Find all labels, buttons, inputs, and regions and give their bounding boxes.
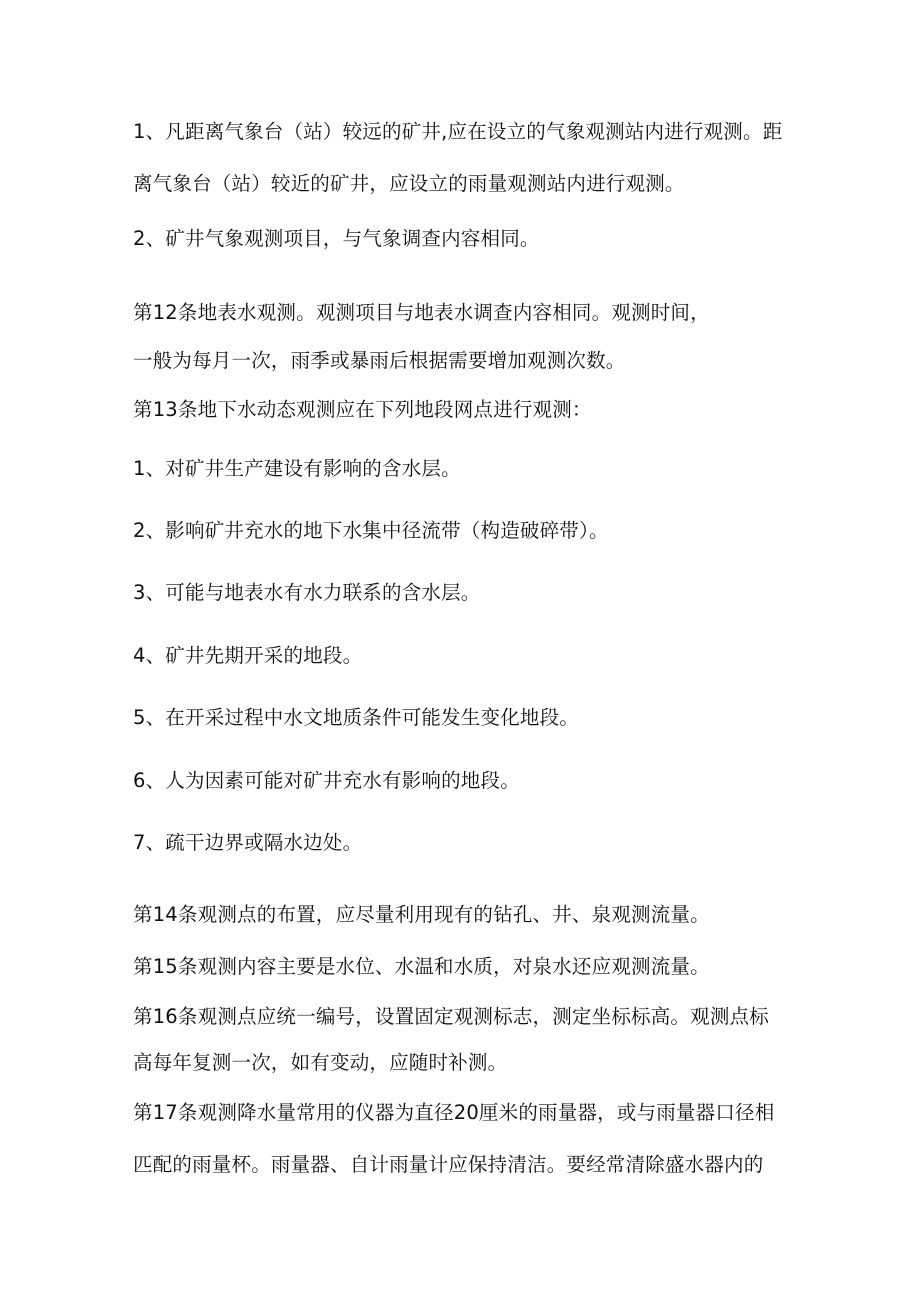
text-line: 7、疏干边界或隔水边处。 — [133, 831, 363, 854]
text-line: 3、可能与地表水有水力联系的含水层。 — [133, 581, 481, 604]
text-line: 2、影响矿井充水的地下水集中径流带（构造破碎带）。 — [133, 519, 609, 542]
text-line: 第12条地表水观测。观测项目与地表水调查内容相同。观测时间， — [133, 301, 710, 324]
text-line: 5、在开采过程中水文地质条件可能发生变化地段。 — [133, 706, 580, 729]
text-line: 一般为每月一次，雨季或暴雨后根据需要增加观测次数。 — [133, 349, 626, 372]
text-line: 2、矿井气象观测项目，与气象调查内容相同。 — [133, 227, 540, 250]
text-line: 第13条地下水动态观测应在下列地段网点进行观测： — [133, 398, 592, 421]
text-line: 4、矿井先期开采的地段。 — [133, 644, 363, 667]
text-line: 第17条观测降水量常用的仪器为直径20厘米的雨量器，或与雨量器口径相 — [133, 1101, 775, 1124]
text-line: 1、对矿井生产建设有影响的含水层。 — [133, 457, 461, 480]
text-line: 6、人为因素可能对矿井充水有影响的地段。 — [133, 769, 520, 792]
text-line: 1、凡距离气象台（站）较远的矿井,应在设立的气象观测站内进行观测。距 — [133, 120, 783, 143]
text-line: 第14条观测点的布置，应尽量利用现有的钻孔、井、泉观测流量。 — [133, 903, 710, 926]
text-line: 第16条观测点应统一编号，设置固定观测标志，测定坐标标高。观测点标 — [133, 1005, 769, 1028]
text-line: 高每年复测一次，如有变动，应随时补测。 — [133, 1051, 508, 1074]
text-line: 第15条观测内容主要是水位、水温和水质，对泉水还应观测流量。 — [133, 955, 710, 978]
text-line: 离气象台（站）较近的矿井，应设立的雨量观测站内进行观测。 — [133, 172, 685, 195]
text-line: 匹配的雨量杯。雨量器、自计雨量计应保持清洁。要经常清除盛水器内的 — [133, 1153, 764, 1176]
